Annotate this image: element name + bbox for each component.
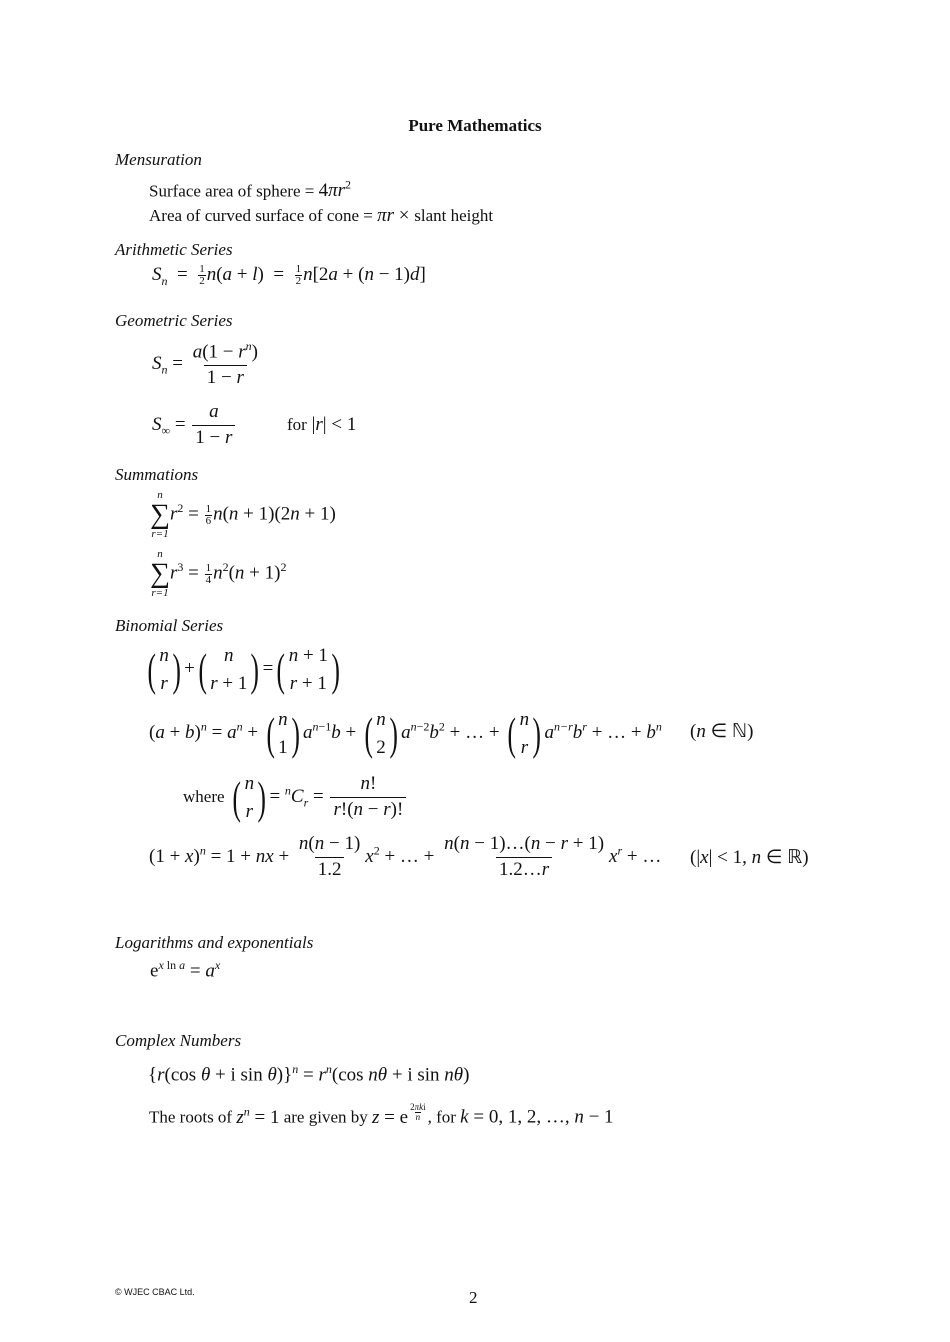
pascal-identity: ( n r ) + ( n r + 1 ) = ( n + 1 r + 1 ): [147, 643, 340, 695]
general-binomial-expansion: $(1 + x)^n = 1$ + nx + $\frac{n(n - 1)}{1.2}$ $x^2$ + … + $\frac{n(n - 1)\dots(n - r + 1)}{1.2\dots r}$ $x^r$ + …: [149, 833, 662, 880]
ncr-definition: where ( n r ) = $^nC_r$ = $\frac{n!}{r!(n - r)!}$: [183, 770, 408, 825]
de-moivre-formula: {r(cos θ + i $\sin \theta)\}^n = r^n(\cos$ nθ + i sin nθ): [148, 1062, 470, 1086]
copyright-footer: © WJEC CBAC Ltd.: [115, 1287, 195, 1297]
sphere-formula-line: [149, 178, 351, 202]
general-binomial-condition: (|x| < 1, n ∈ ℝ): [690, 847, 809, 868]
roots-text-1: The roots of: [149, 1107, 237, 1127]
section-heading-complex: Complex Numbers: [115, 1031, 242, 1050]
geometric-infinite-sum-formula: $S_\infty$ = $\frac{a}{1 - r}$: [152, 402, 237, 449]
arithmetic-sum-formula: $S_n$ = $\frac{1}{2}$ n(a + l) = $\frac{1}{2}$ n[2a + (n − 1)d]: [152, 263, 426, 288]
section-heading-binomial: Binomial Series: [115, 616, 224, 635]
cone-label: Area of curved surface of cone =: [149, 206, 378, 225]
sphere-formula: $4\pi r^2$: [318, 178, 351, 202]
section-heading-mensuration: Mensuration: [115, 150, 202, 169]
roots-of-unity-line: The roots of $z^n = 1$ are given by z = e $^{2\pi ki n}$ , for k = 0, 1, 2, …, n − 1: [149, 1102, 614, 1128]
binomial-expansion: $(a + b)^n = a^n$ + ( n 1 ) $a^{n-1}b$ + ( n 2 ) $a^{n-2}b^2$ + … + ( n r ) $a^{n-r}b^r$ + … + $b^n$: [149, 707, 662, 759]
section-heading-arithmetic: Arithmetic Series: [115, 240, 233, 259]
roots-text-2: are given by: [279, 1107, 372, 1127]
sphere-label: Surface area of sphere =: [149, 181, 319, 201]
geometric-condition: for |r| < 1: [287, 414, 357, 435]
section-heading-summations: Summations: [115, 465, 199, 484]
sum-of-cubes-formula: n ∑ r=1 $r^3$ = $\frac{1}{4}$ $n^2(n + 1)^2$: [150, 548, 287, 599]
cone-formula: πr × slant height: [377, 205, 494, 226]
sum-of-squares-formula: n ∑ r=1 $r^2$ = $\frac{1}{6}$ n(n + 1)(2n + 1): [150, 489, 336, 540]
page-number: 2: [469, 1288, 478, 1307]
page-title: Pure Mathematics: [408, 116, 542, 135]
log-exponential-formula: $e^{x ln a} = a^x$: [150, 958, 221, 982]
geometric-sum-formula: $S_n$ = $\frac{a(1 - r^n)}{1 - r}$: [152, 339, 258, 389]
cone-formula-line: [149, 205, 493, 227]
roots-k-values: k = 0, 1, 2, …, n − 1: [460, 1106, 614, 1128]
binomial-expansion-condition: (n ∈ ℕ): [690, 721, 754, 742]
roots-text-3: , for: [427, 1107, 461, 1127]
where-label: where: [183, 786, 225, 806]
section-heading-geometric: Geometric Series: [115, 311, 233, 330]
section-heading-logarithms: Logarithms and exponentials: [115, 933, 314, 952]
